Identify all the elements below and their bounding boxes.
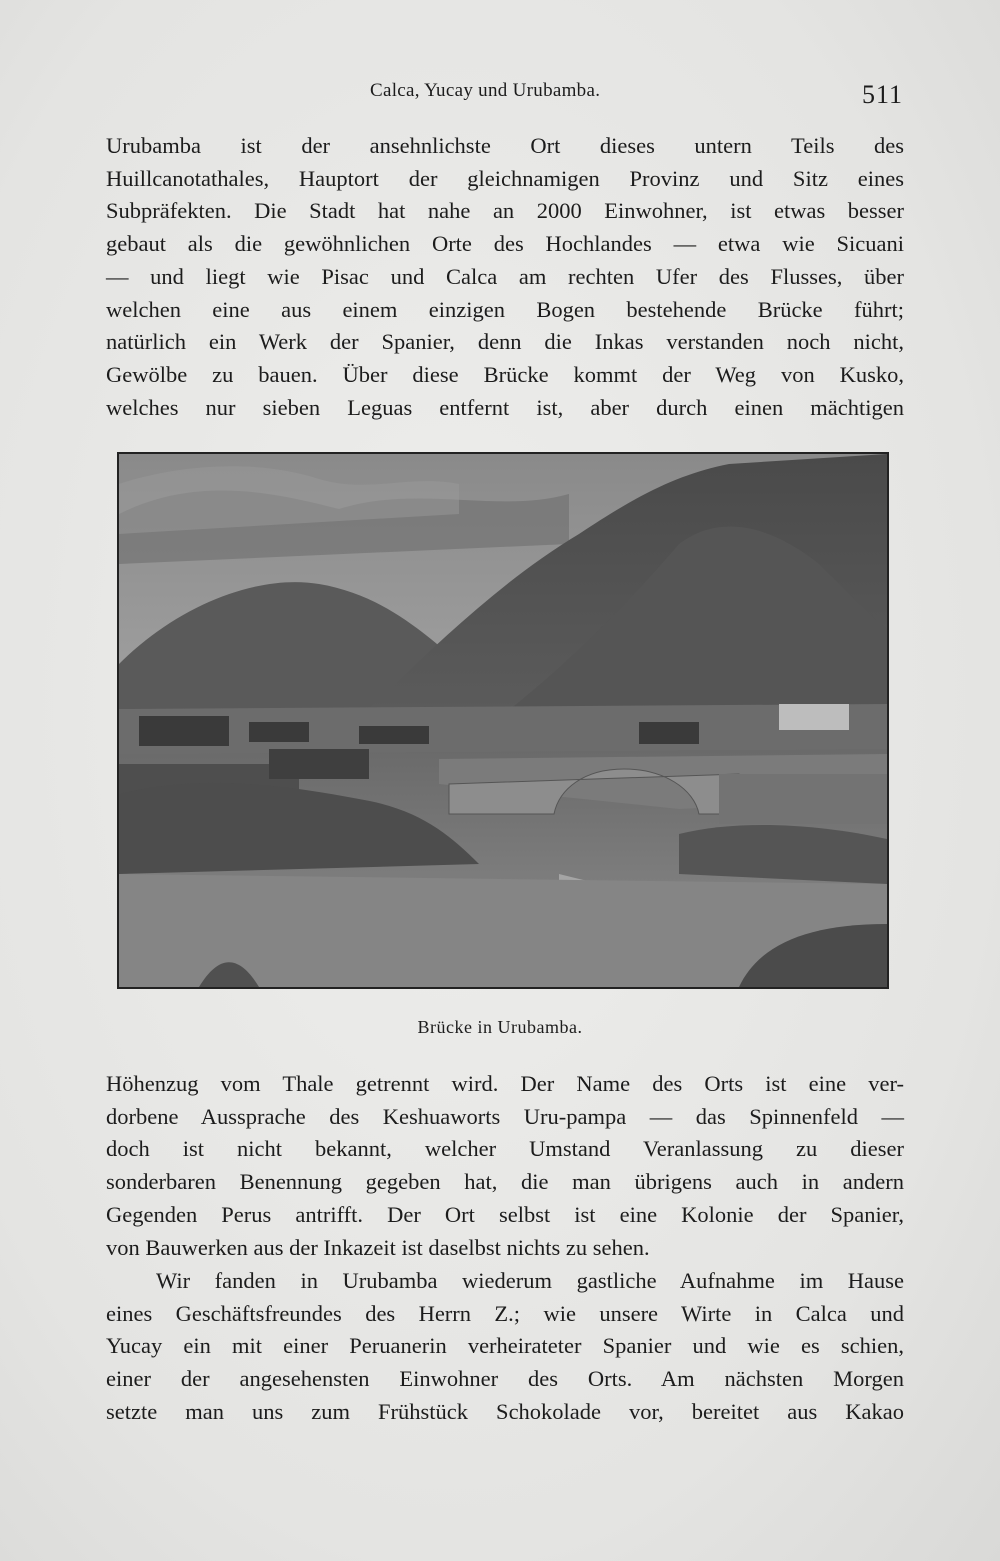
text-line: gebaut als die gewöhnlichen Orte des Hochlandes — etwa wie Sicuani: [106, 231, 904, 257]
bridge-photograph: [117, 452, 889, 989]
text-line: Wir fanden in Urubamba wiederum gastliche Aufnahme im Hause: [156, 1268, 904, 1293]
page-number: 511: [862, 80, 904, 109]
text-line: Gegenden Perus antrifft. Der Ort selbst ist eine Kolonie der Spanier,: [106, 1201, 904, 1227]
text-line: Höhenzug vom Thale getrennt wird. Der Name des Orts ist eine ver-: [106, 1071, 904, 1096]
text-line: Huillcanotathales, Hauptort der gleichnamigen Provinz und Sitz eines: [106, 165, 904, 191]
text-line: welchen eine aus einem einzigen Bogen bestehende Brücke führt;: [106, 296, 904, 322]
text-line: welches nur sieben Leguas entfernt ist, aber durch einen mächtigen: [106, 394, 904, 420]
text-line: setzte man uns zum Frühstück Schokolade vor, bereitet aus Kakao: [106, 1398, 904, 1424]
text-line: doch ist nicht bekannt, welcher Umstand Veranlassung zu dieser: [106, 1136, 904, 1162]
text-line: Urubamba ist der ansehnlichste Ort dieses untern Teils des: [106, 133, 904, 158]
running-title: Calca, Yucay und Urubamba.: [370, 80, 601, 101]
text-line: von Bauwerken aus der Inkazeit ist daselbst nichts zu sehen.: [106, 1234, 650, 1260]
caption-text: Brücke in Urubamba.: [417, 1017, 583, 1037]
text-line: Gewölbe zu bauen. Über diese Brücke kommt der Weg von Kusko,: [106, 361, 904, 387]
text-line: einer der angesehensten Einwohner des Orts. Am nächsten Morgen: [106, 1366, 904, 1392]
text-line: Yucay ein mit einer Peruanerin verheirateter Spanier und wie es schien,: [106, 1333, 904, 1359]
paragraph-1: [106, 130, 904, 424]
text-line: sonderbaren Benennung gegeben hat, die man übrigens auch in andern: [106, 1169, 904, 1195]
text-line: — und liegt wie Pisac und Calca am rechten Ufer des Flusses, über: [106, 263, 904, 289]
paragraph-3: [106, 1265, 904, 1429]
text-line: Subpräfekten. Die Stadt hat nahe an 2000 Einwohner, ist etwas besser: [106, 198, 904, 224]
text-line: dorbene Aussprache des Keshuaworts Uru-pampa — das Spinnenfeld —: [106, 1103, 904, 1129]
figure-caption: [0, 1017, 1000, 1038]
running-head: [0, 80, 1000, 110]
text-line: natürlich ein Werk der Spanier, denn die Inkas verstanden noch nicht,: [106, 329, 904, 355]
text-line: eines Geschäftsfreundes des Herrn Z.; wie unsere Wirte in Calca und: [106, 1300, 904, 1326]
landscape-illustration: [119, 454, 887, 987]
paragraph-2: [106, 1068, 904, 1264]
